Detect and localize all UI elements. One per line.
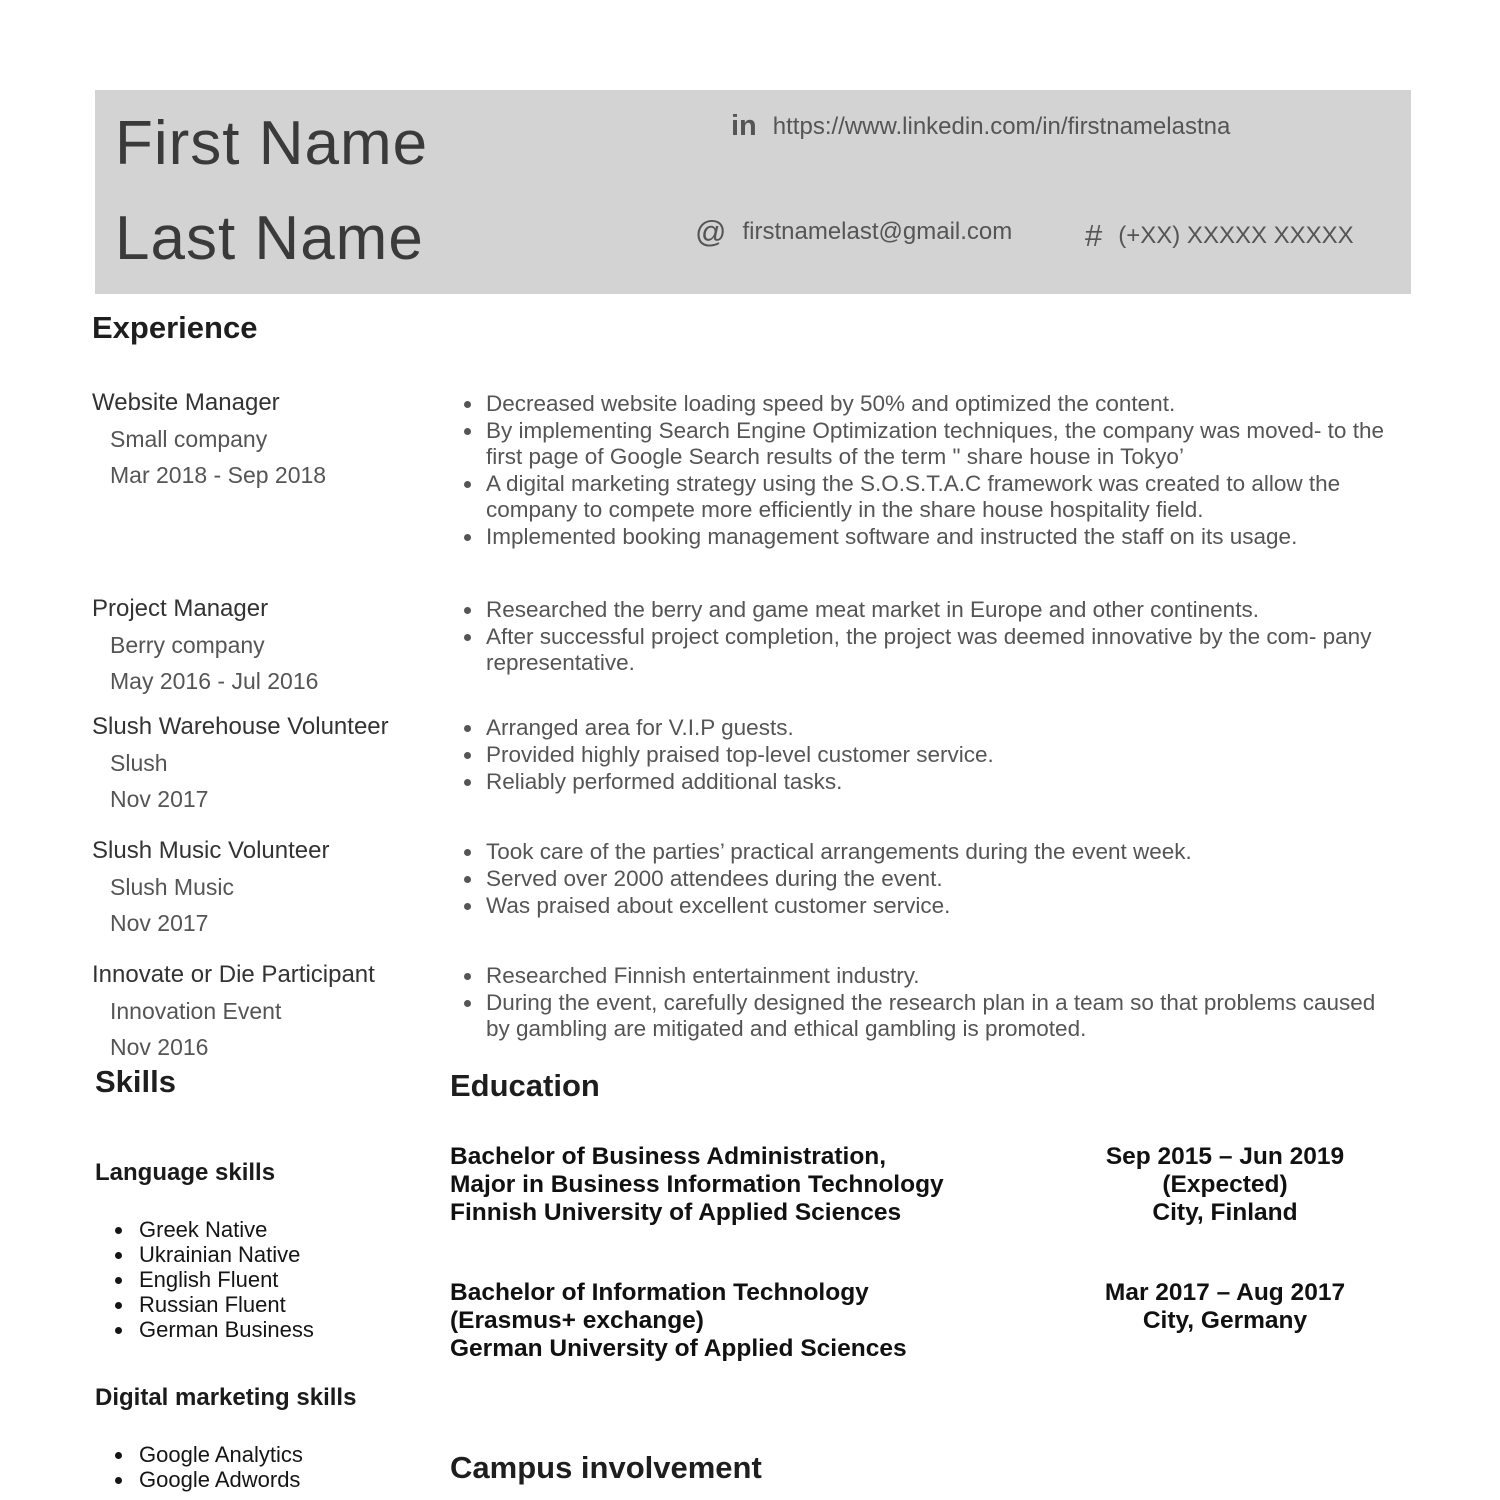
- bullet-item: • Provided highly praised top-level customer service.: [484, 742, 1404, 768]
- experience-entry: [92, 595, 1404, 695]
- last-name: Last Name: [115, 204, 424, 273]
- entry-dates: Nov 2017: [110, 786, 209, 812]
- bullet-item: • Researched Finnish entertainment industry.: [484, 963, 1404, 989]
- entry-org: Innovation Event: [110, 998, 282, 1024]
- bullet-item: • Served over 2000 attendees during the event.: [484, 866, 1404, 892]
- education-date-line: Mar 2017 – Aug 2017: [1104, 1279, 1346, 1306]
- bullet-item: • Implemented booking management software and instructed the staff on its usage.: [484, 524, 1404, 550]
- degree-line: German University of Applied Sciences: [450, 1335, 907, 1362]
- entry-meta: [92, 961, 440, 1061]
- education-entry: [450, 1279, 1405, 1363]
- degree-line: Bachelor of Business Administration,: [450, 1143, 887, 1170]
- degree-line: (Erasmus+ exchange): [450, 1307, 704, 1334]
- header-band: [95, 90, 1411, 294]
- bullet-item: • Reliably performed additional tasks.: [484, 769, 1404, 795]
- experience-heading: Experience: [92, 310, 258, 345]
- phone-row: [1085, 218, 1354, 254]
- bullet-item: • Took care of the parties’ practical arrangements during the event week.: [484, 839, 1404, 865]
- experience-entry: [92, 713, 1404, 813]
- skill-group-title: Language skills: [95, 1159, 276, 1186]
- bullet-item: • Researched the berry and game meat market in Europe and other continents.: [484, 597, 1404, 623]
- bullet-item: • Decreased website loading speed by 50% and optimized the content.: [484, 391, 1404, 417]
- entry-bullets: [440, 837, 1404, 937]
- skill-item: • German Business: [135, 1317, 440, 1342]
- bullet-item: • After successful project completion, the project was deemed innovative by the com- pany representative.: [484, 624, 1404, 676]
- experience-entry: [92, 961, 1404, 1061]
- entry-org: Slush Music: [110, 874, 234, 900]
- linkedin-icon: in: [731, 110, 757, 142]
- entry-role: Website Manager: [92, 389, 280, 416]
- degree-line: Finnish University of Applied Sciences: [450, 1199, 902, 1226]
- entry-dates: Nov 2016: [110, 1034, 209, 1060]
- skill-item: • Ukrainian Native: [135, 1242, 440, 1267]
- campus-section: [450, 1452, 1350, 1483]
- skill-item: • Greek Native: [135, 1217, 440, 1242]
- entry-org: Berry company: [110, 632, 265, 658]
- digital-marketing-skills-list: [95, 1442, 440, 1492]
- entry-dates: Mar 2018 - Sep 2018: [110, 462, 327, 488]
- experience-entry: [92, 389, 1404, 551]
- skill-item: • Google Analytics: [135, 1442, 440, 1467]
- education-dates-block: [1075, 1143, 1375, 1227]
- name-block: [115, 96, 428, 286]
- education-date-line: (Expected): [1162, 1171, 1288, 1198]
- education-dates-block: [1075, 1279, 1375, 1363]
- entry-meta: [92, 837, 440, 937]
- degree-block: [450, 1143, 1075, 1227]
- entry-meta: [92, 595, 440, 695]
- degree-block: [450, 1279, 1075, 1363]
- entry-bullets: [440, 961, 1404, 1061]
- phone-text: (+XX) XXXXX XXXXX: [1118, 222, 1354, 249]
- at-icon: @: [695, 214, 727, 249]
- education-location-line: City, Finland: [1152, 1199, 1298, 1226]
- entry-role: Innovate or Die Participant: [92, 961, 375, 988]
- language-skills-list: [95, 1217, 440, 1342]
- entry-bullets: [440, 595, 1404, 695]
- entry-bullets: [440, 713, 1404, 813]
- entry-meta: [92, 389, 440, 551]
- degree-line: Bachelor of Information Technology: [450, 1279, 869, 1306]
- bullet-item: • A digital marketing strategy using the S.O.S.T.A.C framework was created to allow the company to compete more efficiently in the share house hospitality field.: [484, 471, 1404, 523]
- bullet-item: • Arranged area for V.I.P guests.: [484, 715, 1404, 741]
- education-entry: [450, 1143, 1405, 1227]
- campus-heading: Campus involvement: [450, 1450, 762, 1485]
- experience-entry: [92, 837, 1404, 937]
- skills-heading: Skills: [95, 1064, 176, 1099]
- entry-org: Small company: [110, 426, 268, 452]
- education-date-line: Sep 2015 – Jun 2019: [1105, 1143, 1345, 1170]
- entry-org: Slush: [110, 750, 168, 776]
- first-name: First Name: [115, 109, 429, 178]
- bullet-item: • Was praised about excellent customer service.: [484, 893, 1404, 919]
- entry-role: Slush Warehouse Volunteer: [92, 713, 389, 740]
- skill-item: • Google Adwords: [135, 1467, 440, 1492]
- experience-section: [92, 312, 1404, 1061]
- entry-dates: May 2016 - Jul 2016: [110, 668, 319, 694]
- skill-group-title: Digital marketing skills: [95, 1384, 357, 1411]
- entry-meta: [92, 713, 440, 813]
- skill-item: • Russian Fluent: [135, 1292, 440, 1317]
- email-row: [695, 214, 1012, 250]
- phone-icon: #: [1085, 218, 1103, 253]
- entry-dates: Nov 2017: [110, 910, 209, 936]
- education-section: [450, 1070, 1405, 1415]
- entry-role: Slush Music Volunteer: [92, 837, 330, 864]
- degree-line: Major in Business Information Technology: [450, 1171, 944, 1198]
- entry-bullets: [440, 389, 1404, 551]
- bullet-item: • By implementing Search Engine Optimization techniques, the company was moved- to the first page of Google Search results of the term " share house in Tokyo’: [484, 418, 1404, 470]
- education-heading: Education: [450, 1068, 600, 1103]
- bullet-item: • During the event, carefully designed the research plan in a team so that problems caused by gambling are mitigated and ethical gambling is promoted.: [484, 990, 1404, 1042]
- skills-section: [95, 1066, 440, 1492]
- entry-role: Project Manager: [92, 595, 269, 622]
- skill-item: • English Fluent: [135, 1267, 440, 1292]
- education-location-line: City, Germany: [1142, 1307, 1308, 1334]
- linkedin-row: [731, 110, 1230, 143]
- linkedin-url: https://www.linkedin.com/in/firstnamelastna: [772, 112, 1231, 140]
- email-text: firstnamelast@gmail.com: [742, 218, 1013, 245]
